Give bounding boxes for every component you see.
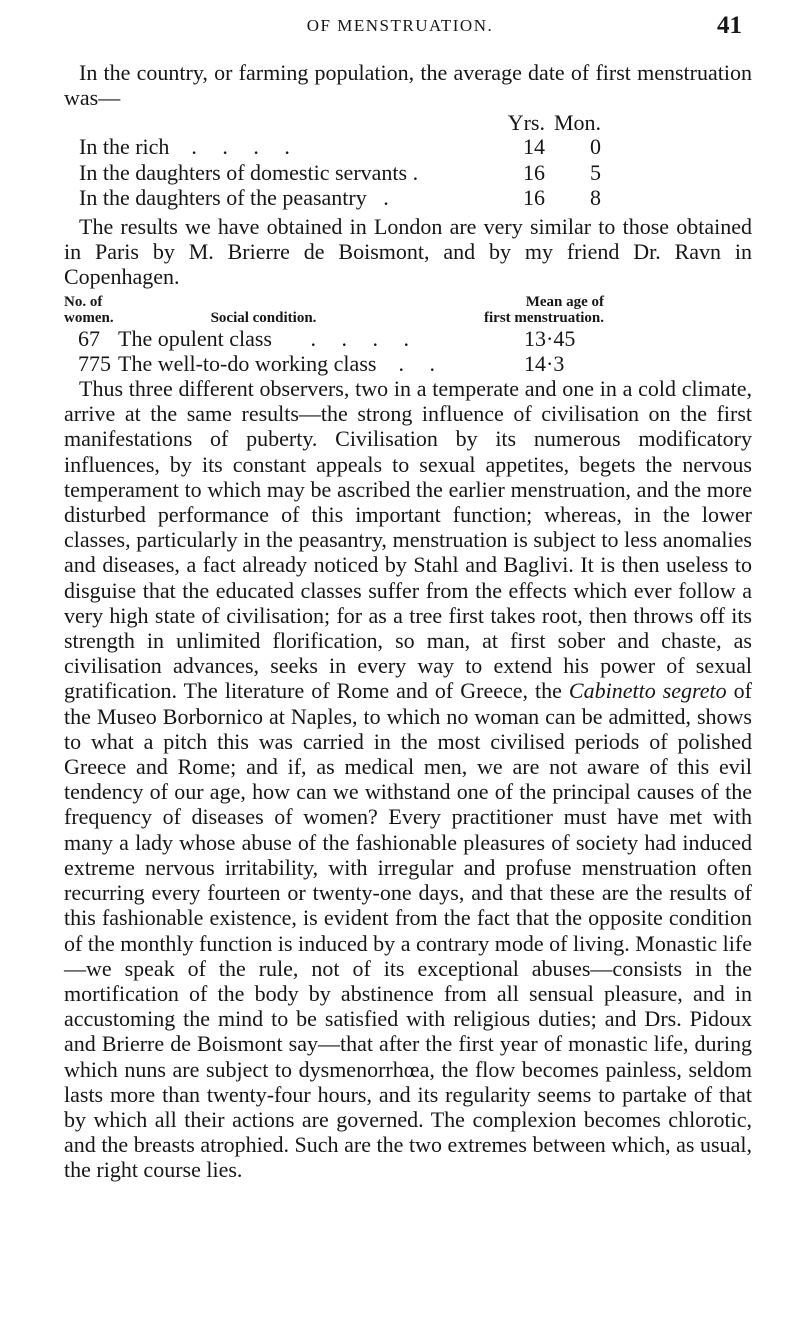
leader-dots: . . — [398, 350, 445, 376]
row-label: In the daughters of the peasantry — [79, 184, 367, 210]
age-column-header: Mean age of — [525, 293, 604, 310]
leader-dots: . . . . — [310, 325, 419, 351]
count-column-header: No. of — [64, 293, 103, 310]
running-head — [0, 12, 800, 48]
first-menstruation-country-table — [79, 112, 601, 210]
row-years: 16 — [523, 159, 545, 185]
table-header — [64, 294, 604, 326]
leader-dots: . . . . — [191, 134, 300, 160]
page-content — [64, 60, 752, 1183]
row-condition: The opulent class — [118, 325, 272, 351]
main-paragraph — [64, 376, 752, 1183]
row-count: 67 — [78, 325, 100, 351]
table-row — [79, 160, 601, 185]
table-header — [79, 112, 601, 134]
row-condition: The well-to-do working class — [118, 350, 377, 376]
table-row — [78, 351, 604, 376]
age-column-header-line2: first menstruation. — [484, 309, 604, 326]
italic-title: Cabinetto segreto — [568, 678, 727, 704]
leader-dots: . — [412, 159, 429, 185]
table-row — [79, 134, 601, 159]
condition-column-header: Social condition. — [210, 309, 317, 326]
row-years: 14 — [523, 134, 545, 160]
row-label: In the rich — [79, 134, 170, 160]
main-text-part-2: of the Museo Borbornico at Naples, to which no woman can be admitted, shows to what a pitch this was carried in the most civilised periods of polished Greece and Rome; and if, as medical men, we are not aware of this evil tendency of our age, how can we withstand one of the principal causes of the frequency of diseases of women? Every practitioner must have met with many a lady whose abuse of the fashionable pleasures of society had induced extreme nervous irritability, with irregular and profuse menstruation often recurring every fourteen or twenty-one days, and that these are the results of this fashionable existence, is evident from the fact that the opposite condition of the monthly function is induced by a contrary mode of living. Monastic life—we speak of the rule, not of its exceptional abuses—consists in the mortification of the body by abstinence from all sensual pleasure, and in accustoming the mind to be satisfied with religious duties; and Drs. Pidoux and Brierre de Boismont say—that after the first year of monastic life, during which nuns are subject to dysmenorrhœa, the flow becomes painless, seldom lasts more than twenty-four hours, and its regularity seems to partake of that by which all their actions are governed. The complexion becomes chlorotic, and the breasts atrophied. Such are the two extremes between which, as usual, the right course lies. — [64, 678, 752, 1183]
row-age: 13·45 — [524, 325, 576, 351]
months-column-header: Mon. — [553, 110, 601, 136]
results-paragraph: The results we have obtained in London are very similar to those obtained in Paris by M. Brierre de Boismont, and by my friend Dr. Ravn in Copenhagen. — [64, 214, 752, 290]
main-text-part-1: Thus three different observers, two in a temperate and one in a cold climate, arrive at the same results—the strong influence of civilisation on the first manifestations of puberty. Civilisation by its numerous modificatory influences, by its constant appeals to sexual appetites, begets the nervous temperament to which may be ascribed the earlier menstruation, and the more disturbed performance of this important function; whereas, in the lower classes, particularly in the peasantry, menstruation is subject to less anomalies and diseases, a fact already noticed by Stahl and Baglivi. It is then useless to disguise that the educated classes suffer from the effects which ever follow a very high state of civilisation; for as a tree first takes root, then throws off its strength in unlimited florification, so man, at first sober and chaste, as civilisation advances, seeks in every way to extend his power of sexual gratification. The literature of Rome and of Greece, the — [64, 376, 752, 704]
row-years: 16 — [523, 184, 545, 210]
row-months: 8 — [590, 184, 601, 210]
row-months: 5 — [590, 159, 601, 185]
social-condition-table — [64, 294, 604, 376]
count-column-header-line2: women. — [64, 309, 114, 326]
row-count: 775 — [78, 350, 111, 376]
intro-paragraph: In the country, or farming population, the average date of first menstruation was— — [64, 60, 752, 111]
row-age: 14·3 — [524, 350, 565, 376]
leader-dots: . — [383, 184, 399, 210]
row-label: In the daughters of domestic servants — [79, 159, 408, 185]
years-column-header: Yrs. — [507, 110, 545, 136]
page-number: 41 — [717, 12, 742, 39]
running-title: OF MENSTRUATION. — [306, 16, 494, 35]
table-row — [79, 185, 601, 210]
row-months: 0 — [590, 134, 601, 160]
table-row — [78, 326, 604, 351]
